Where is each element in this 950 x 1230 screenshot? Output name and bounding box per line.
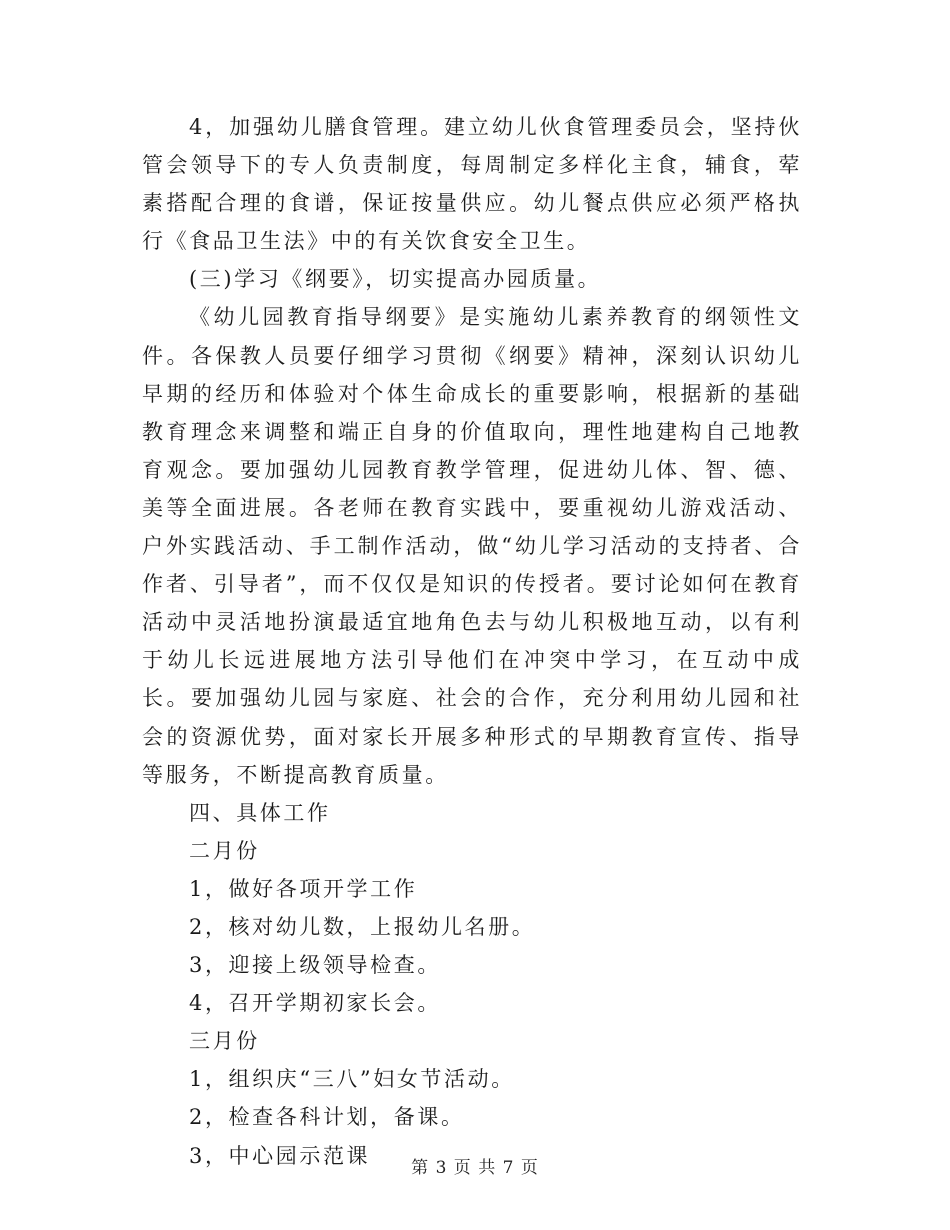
paragraph-outline-guidance: 《幼儿园教育指导纲要》是实施幼儿素养教育的纲领性文件。各保教人员要仔细学习贯彻《纲要》精神，深刻认识幼儿早期的经历和体验对个体生命成长的重要影响，根据新的基础教育理念来调整和端正自身的价值取向，理性地建构自己地教育观念。要加强幼儿园教育教学管理，促进幼儿体、智、德、美等全面进展。各老师在教育实践中，要重视幼儿游戏活动、户外实践活动、手工制作活动，做“幼儿学习活动的支持者、合作者、引导者”，而不仅仅是知识的传授者。要讨论如何在教育活动中灵活地扮演最适宜地角色去与幼儿积极地互动，以有利于幼儿长远进展地方法引导他们在冲突中学习，在互动中成长。要加强幼儿园与家庭、社会的合作，充分利用幼儿园和社会的资源优势，面对家长开展多种形式的早期教育宣传、指导等服务，不断提高教育质量。 (142, 305, 802, 787)
month-heading-march: 三月份 (189, 1029, 260, 1054)
footer-suffix: 页 (520, 1158, 539, 1178)
list-item: 1，组织庆“三八”妇女节活动。 (189, 1067, 515, 1092)
paragraph-meal-management: 4，加强幼儿膳食管理。建立幼儿伙食管理委员会，坚持伙管会领导下的专人负责制度，每周制定多样化主食，辅食，荤素搭配合理的食谱，保证按量供应。幼儿餐点供应必须严格执行《食品卫生法》中的有关饮食安全卫生。 (142, 115, 802, 254)
section-heading-specific-work: 四、具体工作 (189, 800, 331, 825)
list-item: 4，召开学期初家长会。 (189, 991, 441, 1016)
list-item: 1，做好各项开学工作 (189, 876, 418, 901)
footer-total-pages: 7 (502, 1158, 515, 1178)
document-body (142, 108, 802, 1175)
page-footer (0, 1153, 950, 1178)
section-heading-study-outline: (三)学习《纲要》，切实提高办园质量。 (189, 267, 602, 292)
footer-current-page: 3 (435, 1158, 448, 1178)
list-item: 2，检查各科计划，备课。 (189, 1105, 465, 1130)
list-item: 3，迎接上级领导检查。 (189, 953, 441, 978)
month-heading-february: 二月份 (189, 838, 260, 863)
footer-prefix: 第 (411, 1158, 430, 1178)
footer-page-word: 页 (453, 1158, 472, 1178)
list-item: 2，核对幼儿数，上报幼儿名册。 (189, 914, 536, 939)
footer-total-word: 共 (478, 1158, 497, 1178)
list-item: 3，中心园示范课 (189, 1143, 371, 1168)
